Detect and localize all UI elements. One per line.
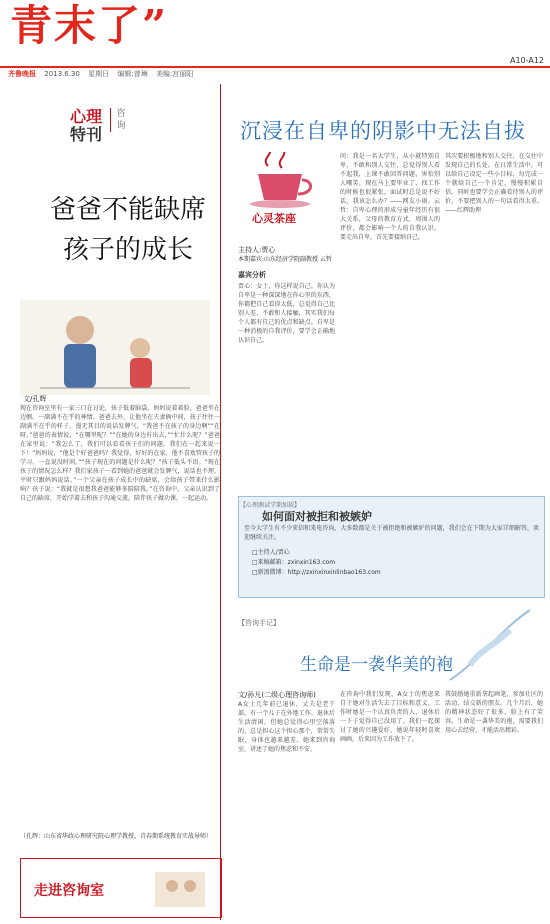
robe-tag: 【咨询手记】	[238, 619, 280, 627]
main-article-title: 沉浸在自卑的阴影中无法自拔	[240, 119, 526, 143]
robe-article-title: 生命是一袭华美的袍	[300, 655, 453, 675]
editor-credit: 编辑:曾琳	[117, 70, 148, 78]
consult-label: 走进咨询室	[34, 883, 104, 899]
left-article-title: 爸爸不能缺席孩子的成长	[49, 195, 206, 265]
info-body: 至今大学生有不少来信和来电咨询，大多数都是关于被拒绝和被嫉妒的问题，我们会在下期为大家详细解答，欢迎继续关注。	[244, 525, 539, 541]
paper-logo: 齐鲁晚报	[8, 70, 36, 78]
host-credit: 主持人:贾心	[238, 246, 276, 254]
main-article-col-c: 其次要积极地和别人交往，在交往中发现自己的长处。在日常生活中，可以给自己设定一些小目标，每完成一个就给自己一个肯定，慢慢积累自信。同时也要学会正确看待别人的评价，不要把别人的一句话看得太重。——红辉助理	[445, 153, 543, 214]
robe-article-col-a: A女士几年前已退休，丈夫是老干部，有一个儿子在外地工作。退休后生活清闲，但她总觉得心里空落落的，总是担心这个担心那个，常常失眠，身体也越来越差。她来到咨询室，讲述了她的焦虑和不安。	[238, 701, 335, 753]
robe-article-col-b: 在咨询中我们发现，A女士的焦虑来自于她对生活失去了目标和意义。工作时她是一个认真负责的人，退休后一下子觉得自己没用了。我们一起探讨了她的兴趣爱好，她说年轻时喜欢画画，后来因为工作放下了。	[340, 691, 440, 743]
info-weibo[interactable]: □新浪微博：http://zxinxinxinlinbao163.com	[252, 569, 381, 576]
info-tag: 【心理测试学期加载】	[240, 502, 301, 509]
info-email[interactable]: □来稿邮箱：zxinxin163.com	[252, 559, 336, 566]
robe-article-col-c: 我鼓励她重新拿起画笔，参加社区的活动，结交新的朋友。几个月后，她的精神状态好了很多，脸上有了笑容。生命是一袭华美的袍，需要我们用心去经营，才能活出精彩。	[445, 691, 543, 734]
header-bar	[0, 68, 550, 80]
designer-credit: 美编:宫丽阳	[155, 70, 194, 78]
robe-article-author: 文/孙凡(二级心理咨询师)	[238, 691, 316, 699]
column-label: 心灵茶座	[252, 212, 296, 225]
issue-date: 2013.6.30	[44, 70, 80, 78]
main-article-col-b: 问：我是一名大学生，从小就特别自卑，不敢和别人交往，总觉得别人看不起我，上课不敢回答问题，害怕别人嘲笑。现在马上要毕业了，找工作的时候也很紧张，面试时总是说不好话，我该怎么办？——网友小雨。云哲：自卑心理的形成与童年经历有很大关系，父母的教育方式，周围人的评价，都会影响一个人的自我认识。要走出自卑，首先要接纳自己，	[340, 153, 440, 241]
feather-decoration	[440, 600, 540, 690]
column-name-line-2: 特刊	[70, 125, 103, 144]
masthead: 青末了”	[10, 1, 169, 50]
left-article-body: 现在咨询室里有一家三口在讨论，孩子低着脑袋，妈妈说着着脸，爸爸坐在边侧。一副满不在乎的神情。爸爸去外，让他坐在夫妻俩中间，孩子往往一副满不在乎的样子，漫无其目的说话发脾气。“我爸不在孩子的身边啊”“在呀。”爸爸的表情说，“在哪里呢？”“在她的身边有出去，”“忙什么呢？”爸爸在家里说：“我怎么了，我们可以看看孩子们的问题，我们在一起来说一下！”妈妈说，“他是个好爸爸吗？我觉得，好好的在家，他不喜欢管孩子的学习，一直说没时间。”“孩子现在的问题是什么呢？”孩子低头不语。“现在孩子的情况怎么样？我们家孩子一看到她的爸爸就会发脾气，说话也不理，平时只跟妈妈说话。”一个父亲在孩子成长中的缺席，会给孩子带来什么影响？孩子说：“我就是很想我爸爸能够多陪陪我。”在咨询中，父亲认识到了自己的缺席，开始学着去和孩子沟通交流，陪伴孩子做功课，一起运动。	[20, 405, 220, 502]
column-vertical-label: 咨询	[110, 108, 128, 132]
info-title: 如何面对被拒和被嫉妒	[262, 510, 372, 523]
left-article-author: 文/孔辉	[23, 395, 47, 403]
page-number: A10-A12	[509, 56, 544, 65]
issue-weekday: 星期日	[88, 70, 110, 78]
guest-credit: 本期嘉宾:山东经济学院副教授 云哲	[238, 256, 332, 263]
column-name	[70, 108, 102, 144]
analysis-heading: 嘉宾分析	[238, 271, 266, 279]
info-contact-list	[252, 548, 381, 578]
column-name-line-1: 心理	[70, 107, 103, 126]
main-article-col-a: 贾心：女士，你这样说自己。你认为自卑是一种深深地在你心里的东西，你都把自己看得太低，总觉得自己比别人差，不敢和人接触，其实我们每个人都有自己的优点和缺点。自卑是一种消极的自我评价，要学会正确地认识自己。	[238, 283, 335, 344]
left-article-signature: （孔辉：山东省华政心理研究院心理学教授，青春期系统教育实战导师）	[20, 833, 213, 840]
info-host: □主持人/贾心	[252, 549, 290, 556]
consult-illustration	[150, 862, 210, 912]
column-divider	[220, 84, 221, 920]
father-child-illustration	[20, 300, 210, 395]
